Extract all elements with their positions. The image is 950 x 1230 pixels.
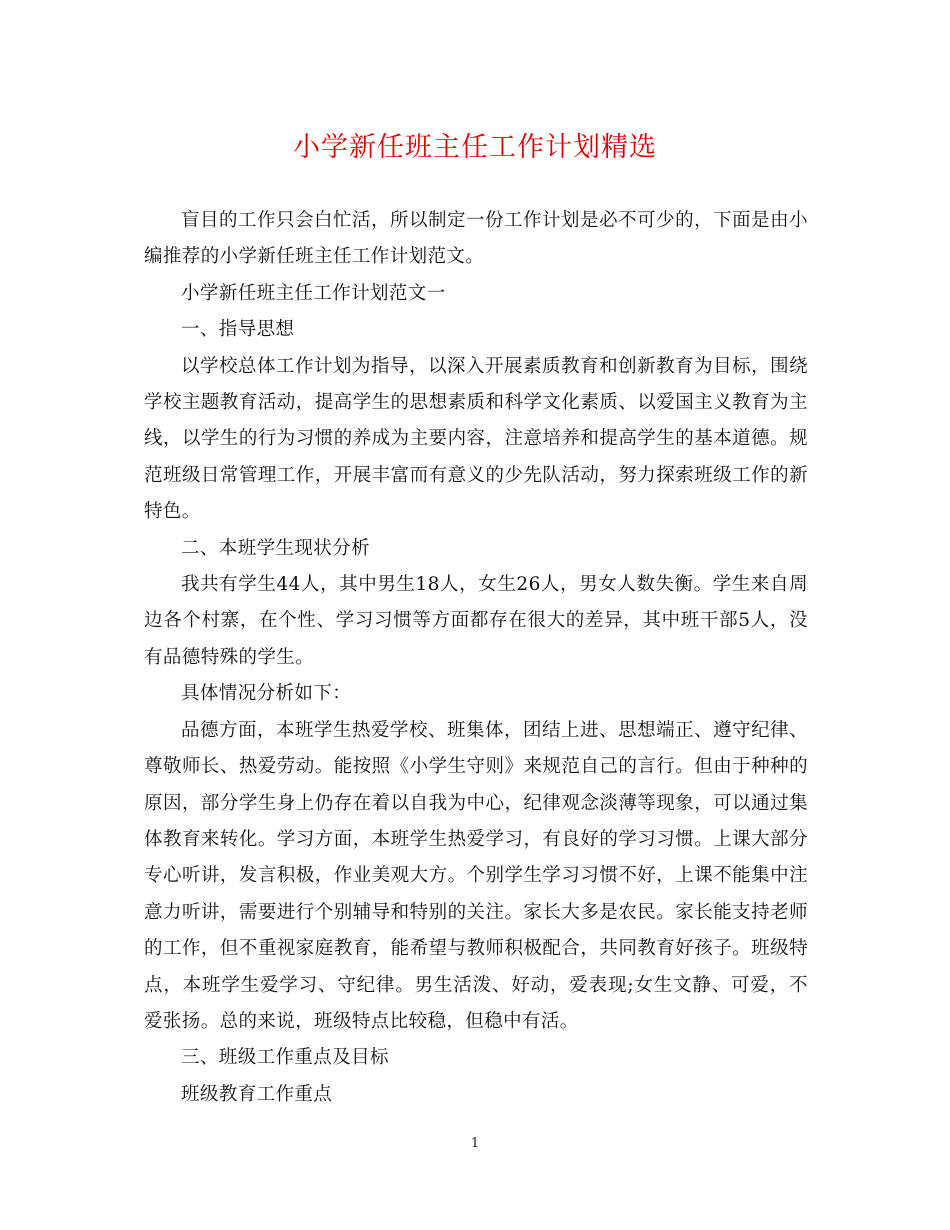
body-paragraph: 具体情况分析如下： xyxy=(181,683,352,705)
section-heading: 一、指导思想 xyxy=(181,319,295,341)
section-heading: 二、本班学生现状分析 xyxy=(181,537,371,559)
section-heading: 班级教育工作重点 xyxy=(181,1083,333,1105)
body-paragraph: 我共有学生44人，其中男生18人，女生26人，男女人数失衡。学生来自周边各个村寨，在个性、学习习惯等方面都存在很大的差异，其中班干部5人，没有品德特殊的学生。 xyxy=(144,574,808,668)
body-paragraph: 以学校总体工作计划为指导，以深入开展素质教育和创新教育为目标，围绕学校主题教育活动，提高学生的思想素质和科学文化素质、以爱国主义教育为主线，以学生的行为习惯的养成为主要内容，注意培养和提高学生的基本道德。规范班级日常管理工作，开展丰富而有意义的少先队活动，努力探索班级工作的新特色。 xyxy=(144,355,808,523)
section-heading: 三、班级工作重点及目标 xyxy=(181,1047,389,1069)
document-body xyxy=(144,203,808,1113)
page-number: 1 xyxy=(470,1136,480,1151)
body-paragraph: 品德方面，本班学生热爱学校、班集体，团结上进、思想端正、遵守纪律、尊敬师长、热爱劳动。能按照《小学生守则》来规范自己的言行。但由于种种的原因，部分学生身上仍存在着以自我为中心，纪律观念淡薄等现象，可以通过集体教育来转化。学习方面，本班学生热爱学习，有良好的学习习惯。上课大部分专心听讲，发言积极，作业美观大方。个别学生学习习惯不好，上课不能集中注意力听讲，需要进行个别辅导和特别的关注。家长大多是农民。家长能支持老师的工作，但不重视家庭教育，能希望与教师积极配合，共同教育好孩子。班级特点，本班学生爱学习、守纪律。男生活泼、好动，爱表现;女生文静、可爱，不爱张扬。总的来说，班级特点比较稳，但稳中有活。 xyxy=(144,719,808,1032)
intro-paragraph: 盲目的工作只会白忙活，所以制定一份工作计划是必不可少的，下面是由小编推荐的小学新任班主任工作计划范文。 xyxy=(144,210,808,268)
document-title: 小学新任班主任工作计划精选 xyxy=(293,132,657,163)
section-heading: 小学新任班主任工作计划范文一 xyxy=(181,282,446,304)
